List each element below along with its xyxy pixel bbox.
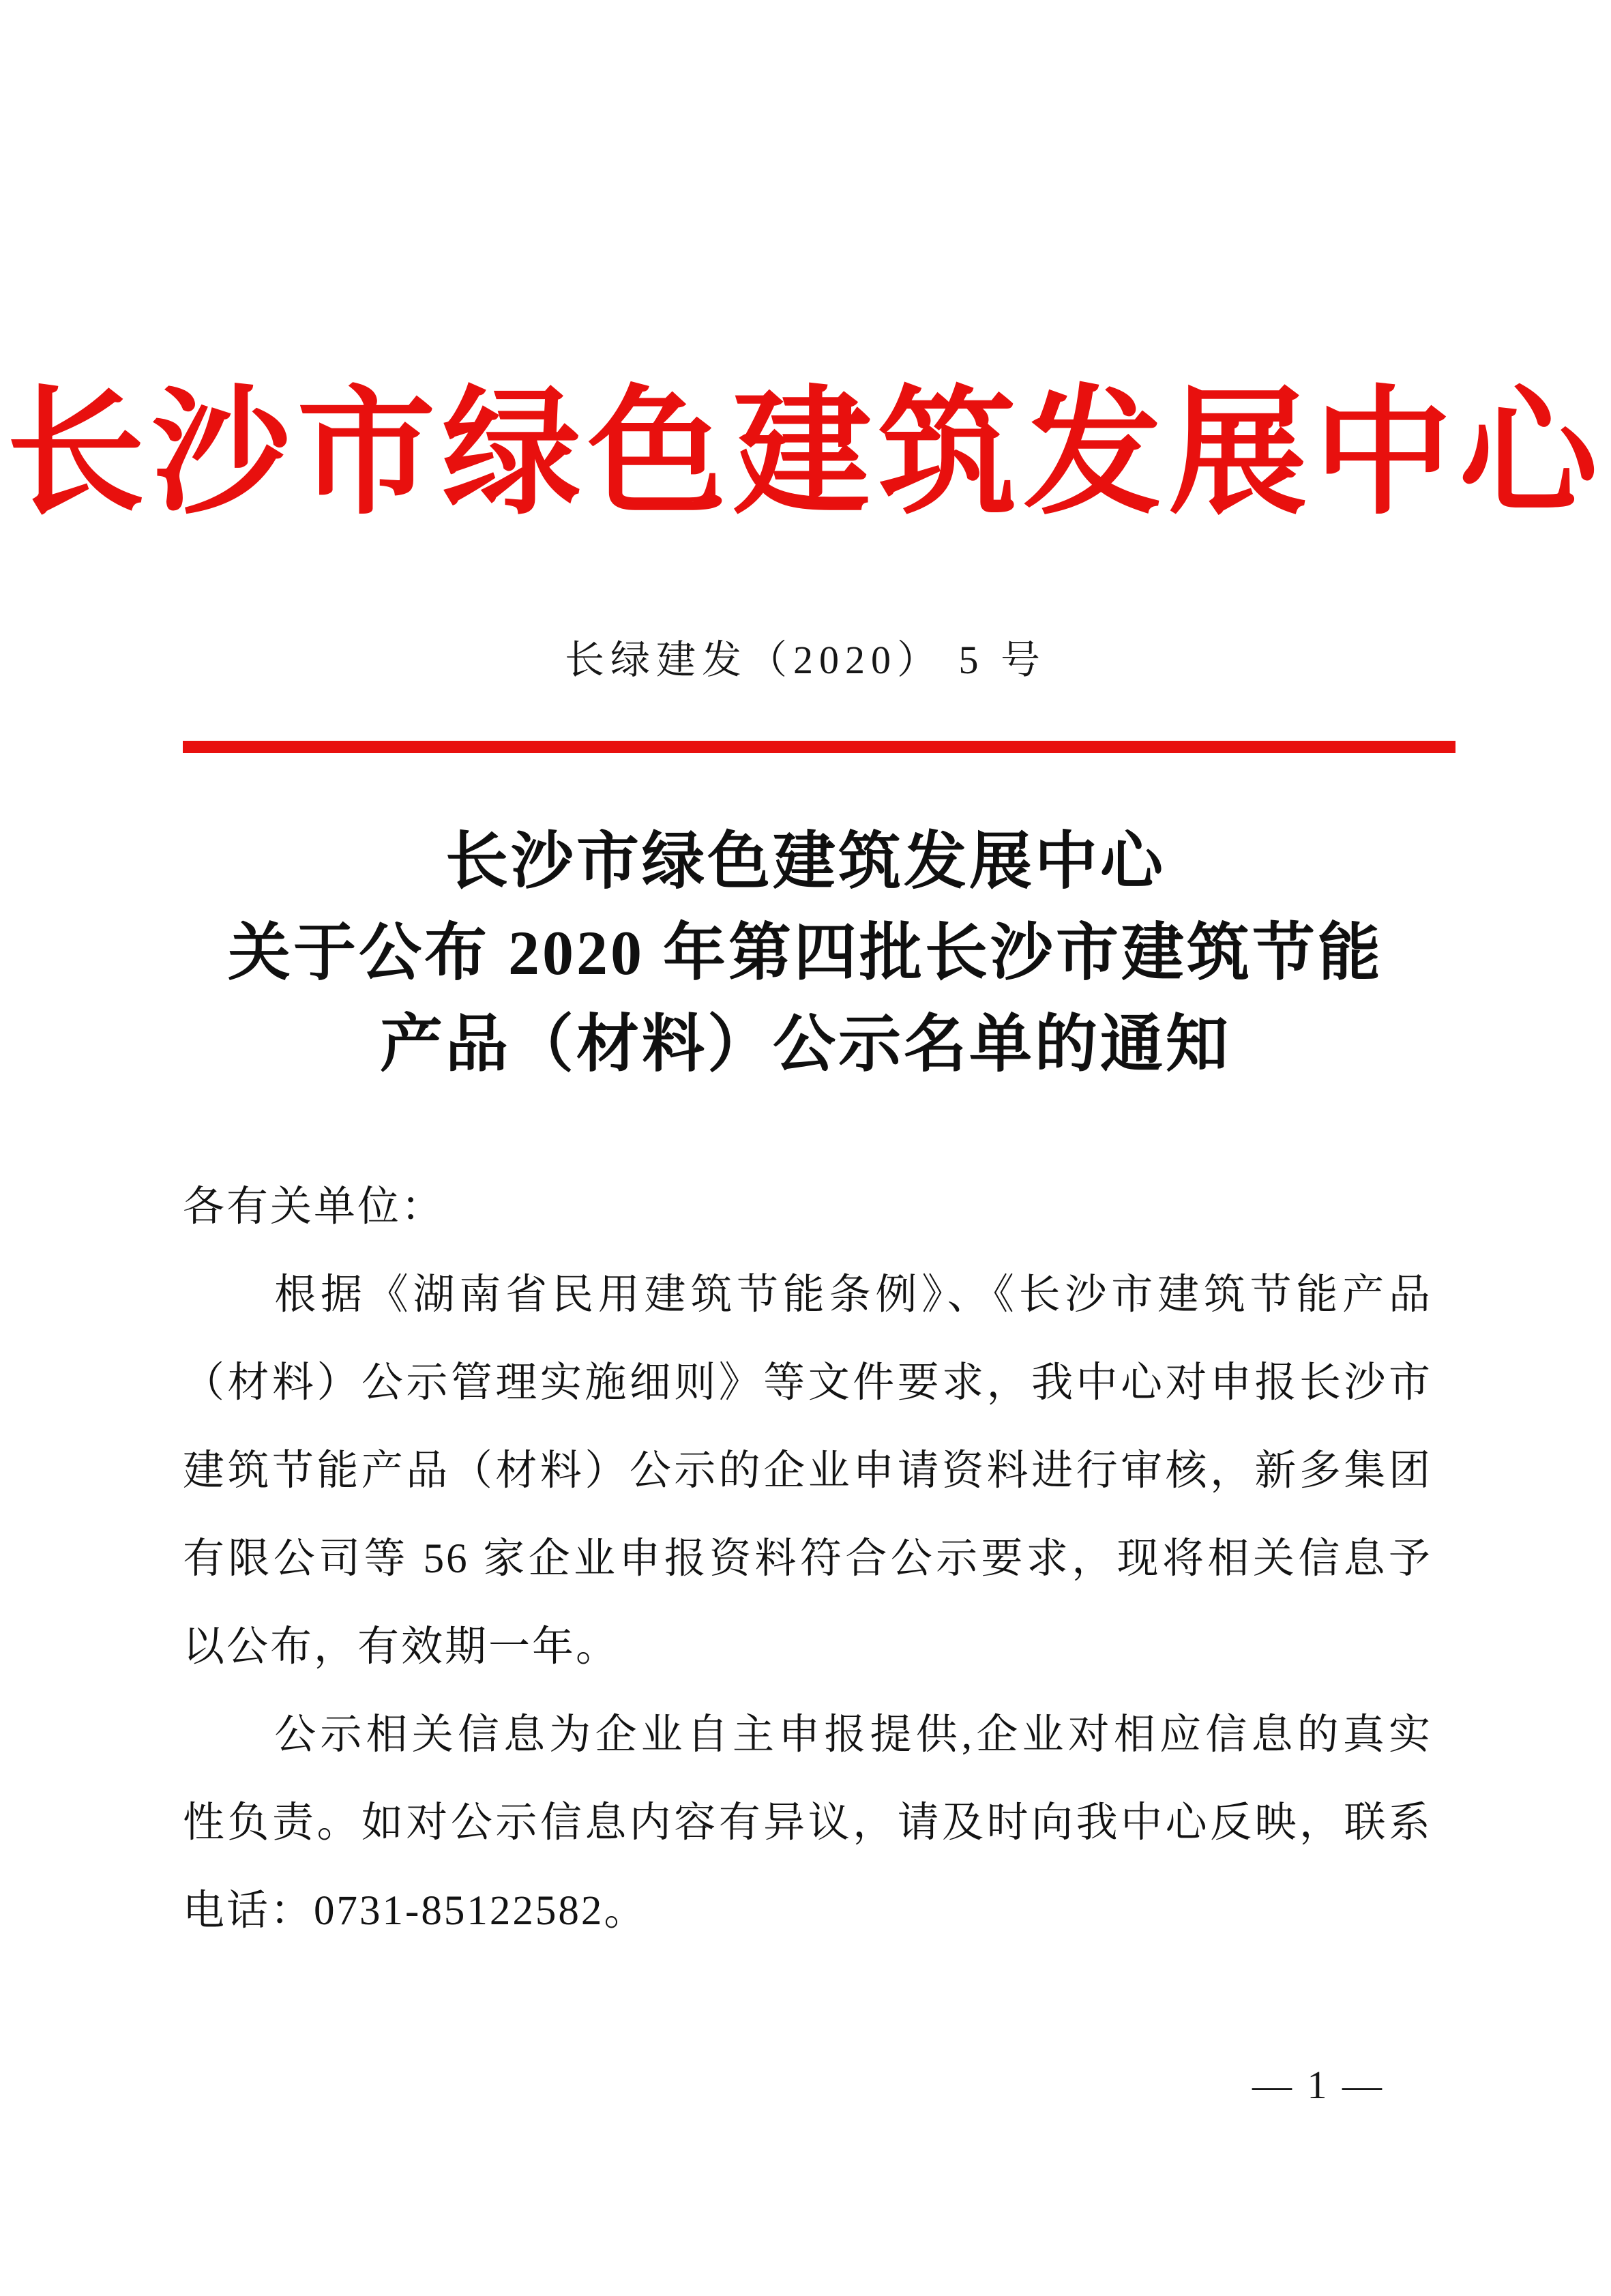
- notice-title: [0, 816, 1611, 1090]
- body-line: 有限公司等 56 家企业申报资料符合公示要求，现将相关信息予: [183, 1536, 1432, 1582]
- page-number: — 1 —: [1252, 2063, 1385, 2107]
- salutation: 各有关单位：: [183, 1184, 445, 1230]
- body-line: 以公布，有效期一年。: [183, 1624, 620, 1670]
- notice-title-line-1: 长沙市绿色建筑发展中心: [445, 827, 1166, 896]
- body-line: （材料）公示管理实施细则》等文件要求，我中心对申报长沙市: [183, 1360, 1432, 1406]
- notice-title-line-2: 关于公布 2020 年第四批长沙市建筑节能: [227, 918, 1383, 988]
- body-line: 建筑节能产品（材料）公示的企业申请资料进行审核，新多集团: [183, 1448, 1432, 1494]
- notice-title-line-3: 产品（材料）公示名单的通知: [379, 1010, 1231, 1079]
- body-line: 性负责。如对公示信息内容有异议，请及时向我中心反映，联系: [183, 1800, 1432, 1846]
- body-line: 公示相关信息为企业自主申报提供,企业对相应信息的真实: [274, 1712, 1432, 1758]
- red-divider-line: [183, 741, 1455, 753]
- body-line: 根据《湖南省民用建筑节能条例》、《长沙市建筑节能产品: [274, 1272, 1432, 1318]
- body-line: 电话：0731-85122582。: [183, 1888, 648, 1934]
- document-body: [183, 1163, 1432, 1955]
- document-number: 长绿建发（2020） 5 号: [564, 638, 1046, 682]
- letterhead-agency-title: 长沙市绿色建筑发展中心: [6, 377, 1605, 531]
